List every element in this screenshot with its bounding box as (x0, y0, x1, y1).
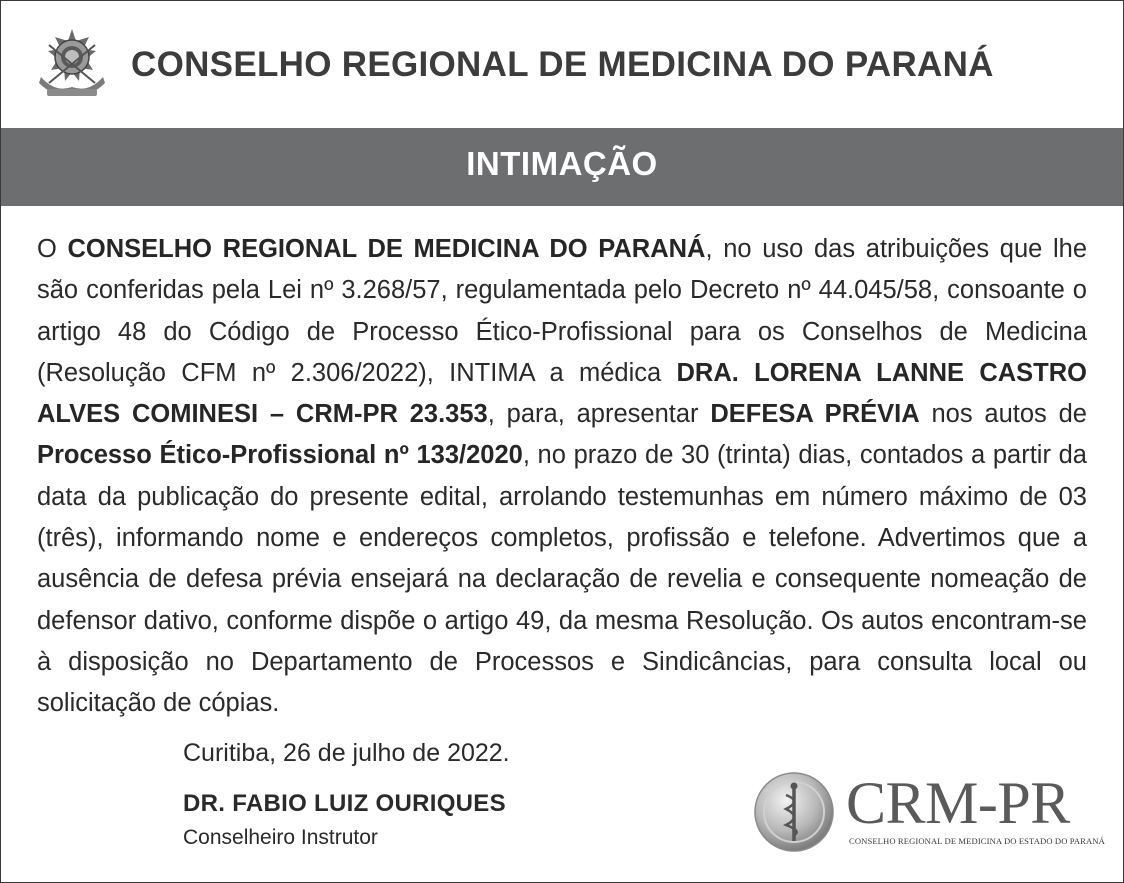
crm-logo-text: CRM-PR (846, 770, 1070, 836)
signatory-name: DR. FABIO LUIZ OURIQUES (183, 790, 506, 817)
signatory-role: Conselheiro Instrutor (183, 826, 378, 849)
body-text-1: O (37, 235, 68, 263)
crm-caduceus-icon (753, 771, 835, 853)
header (1, 1, 1123, 128)
org-title: CONSELHO REGIONAL DE MEDICINA DO PARANÁ (131, 45, 994, 84)
date-line: Curitiba, 26 de julho de 2022. (183, 739, 510, 767)
crm-logo-subtitle: CONSELHO REGIONAL DE MEDICINA DO ESTADO DO PARANÁ (849, 836, 1105, 846)
body-process-number: Processo Ético-Profissional nº 133/2020 (37, 441, 523, 470)
notice-title: INTIMAÇÃO (466, 145, 658, 182)
body-council-name: CONSELHO REGIONAL DE MEDICINA DO PARANÁ (67, 235, 706, 263)
body-text-3: , para, apresentar (487, 400, 711, 429)
body-text-4: nos autos de (919, 400, 1087, 429)
body-text-2: , no uso das atribuições que lhe são conferidas pela Lei nº 3.268/57, regulamentada pelo Decreto nº 44.045/58, consoante o artigo 48 do Código de Processo Ético-Profissional para os Conselhos de Medicina (Resolução CFM nº 2.306/2022), INTIMA a médica (37, 235, 1087, 387)
coat-of-arms-icon (35, 27, 109, 103)
body-defense: DEFESA PRÉVIA (710, 400, 920, 429)
body-text-5: , no prazo de 30 (trinta) dias, contados a partir da data da publicação do presente edital, arrolando testemunhas em número máximo de 03 (três), informando nome e endereços completos, profissão e telefone. Advertimos que a ausência de defesa prévia ensejará na declaração de revelia e consequente nomeação de defensor dativo, conforme dispõe o artigo 49, da mesma Resolução. Os autos encontram-se à disposição no Departamento de Processos e Sindicâncias, para consulta local ou solicitação de cópias. (37, 441, 1087, 718)
body-doctor-name: DRA. LORENA LANNE CASTRO ALVES COMINESI – CRM-PR 23.353 (37, 358, 1087, 429)
notice-body (37, 229, 1087, 725)
